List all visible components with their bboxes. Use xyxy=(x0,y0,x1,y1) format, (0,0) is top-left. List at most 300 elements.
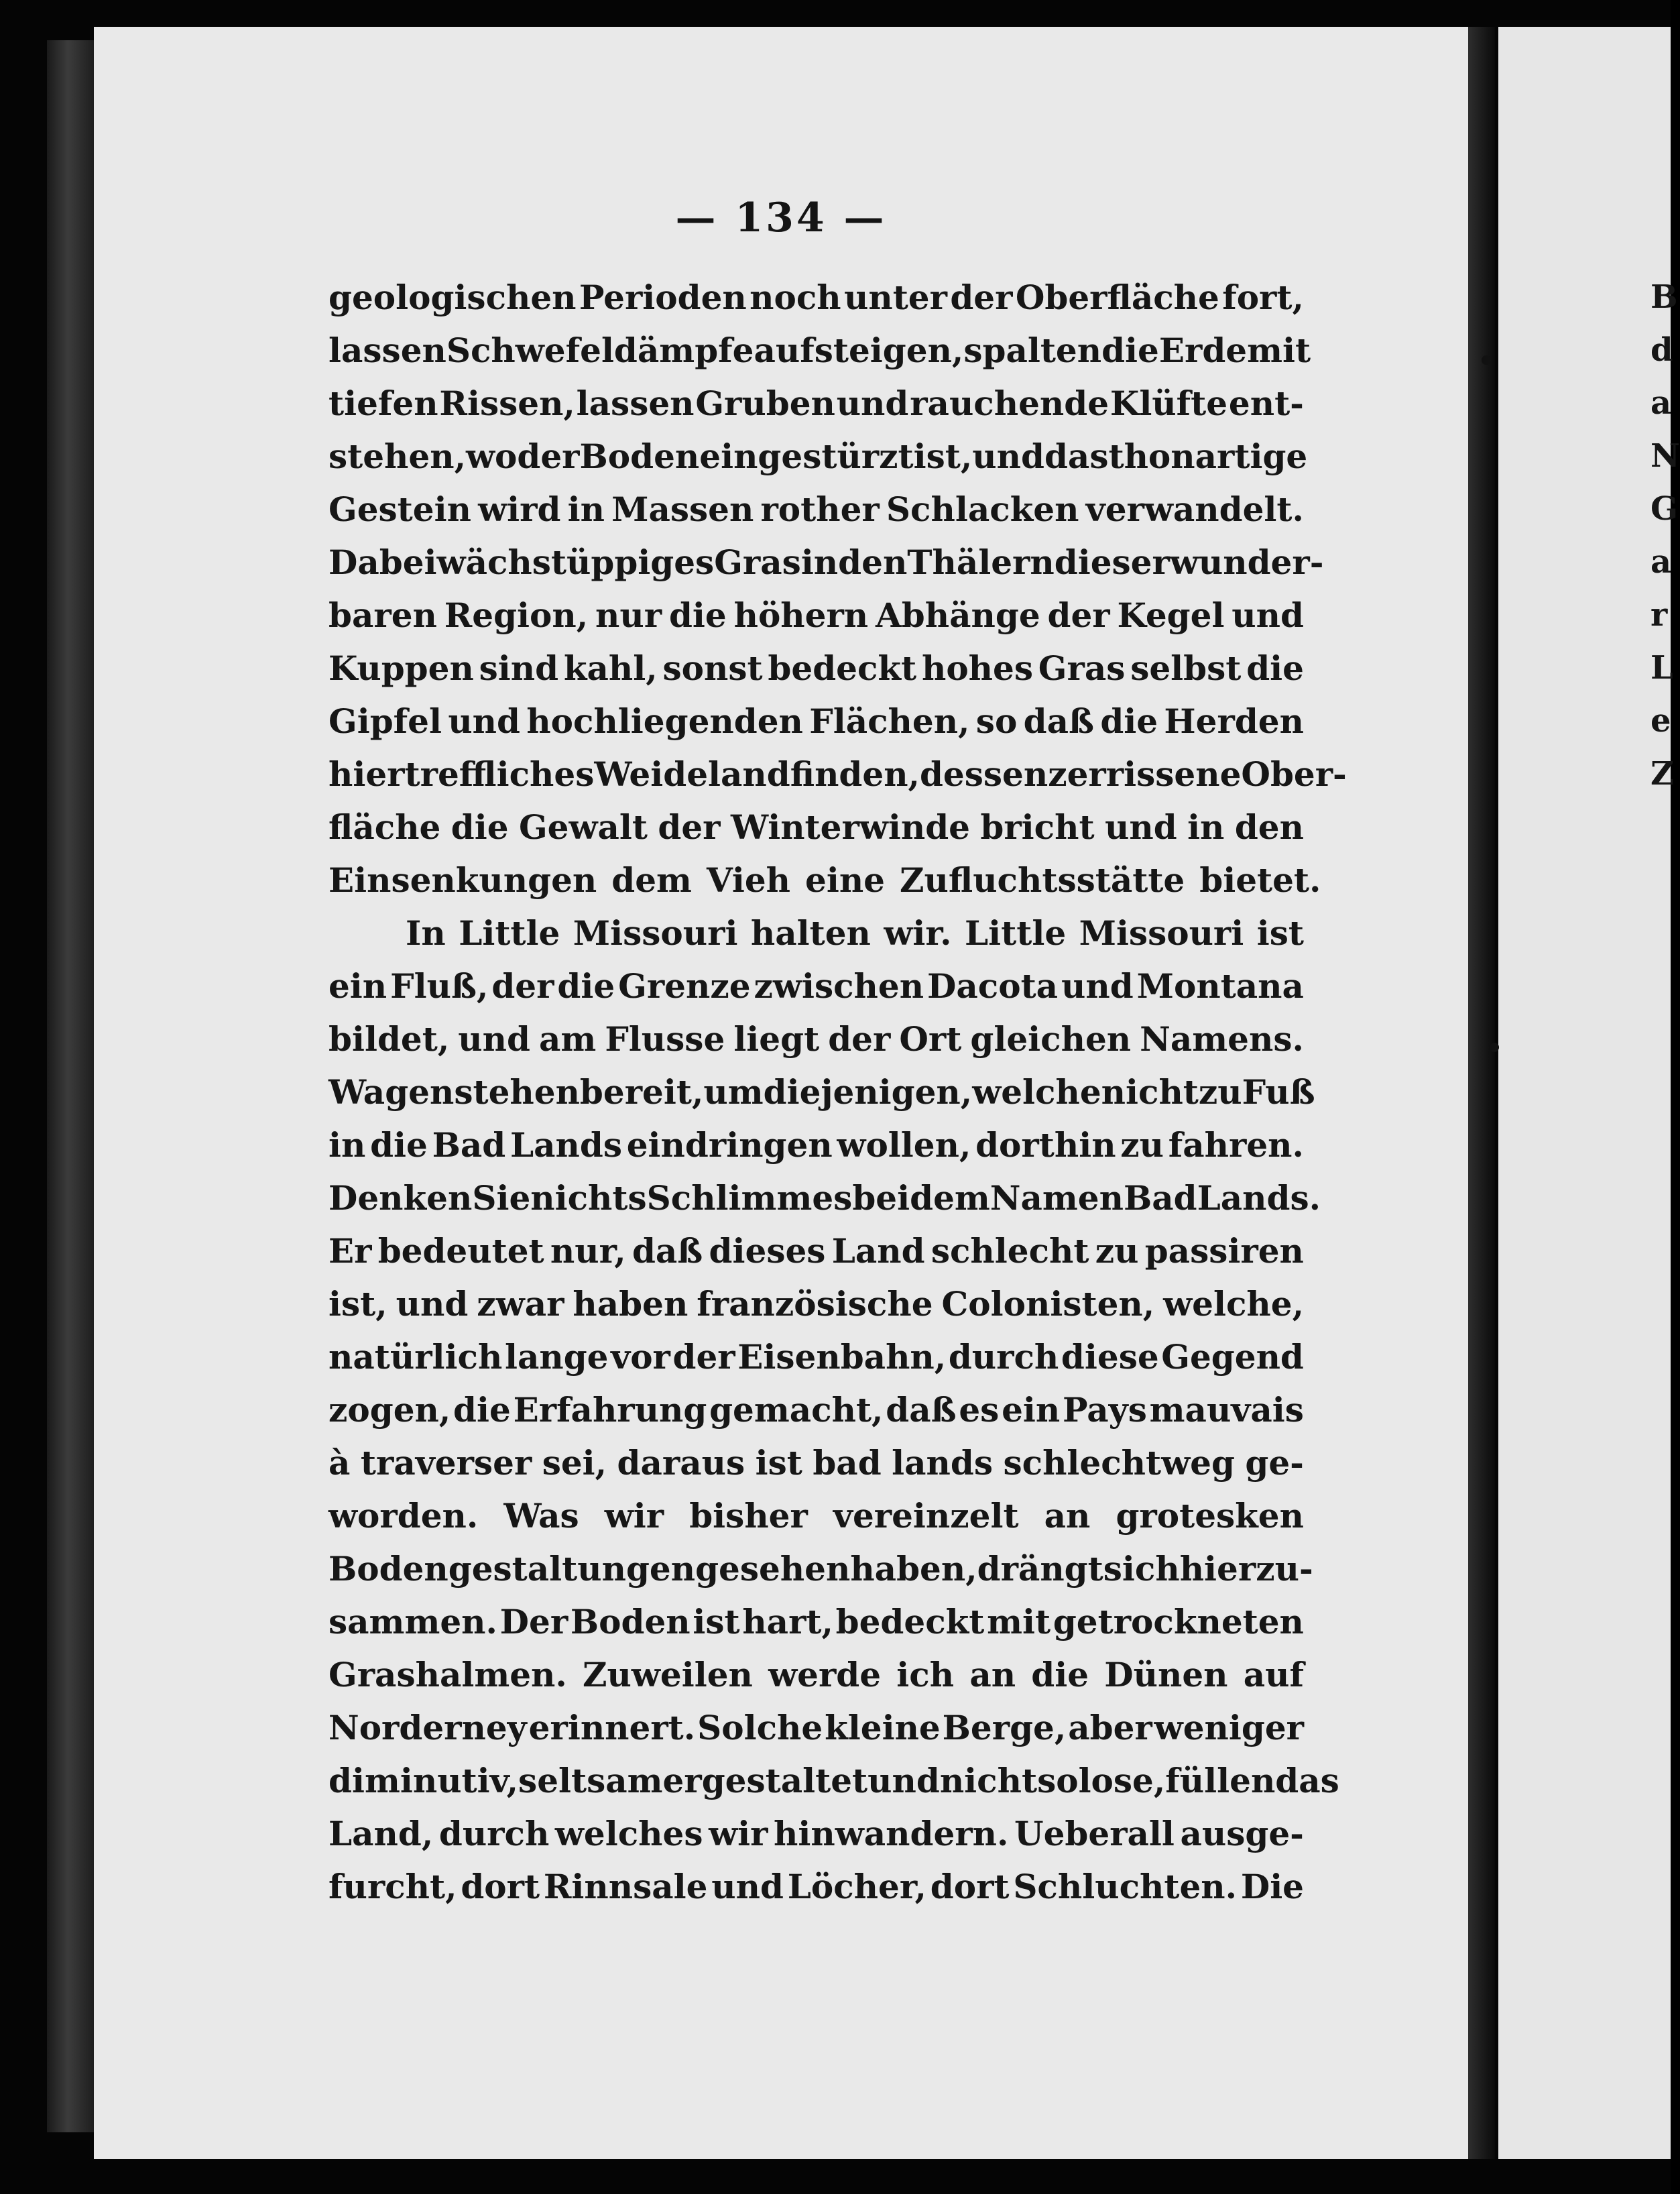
word: und xyxy=(836,384,909,423)
word: der xyxy=(1047,595,1110,635)
word: thonartige xyxy=(1108,437,1308,476)
text-line xyxy=(328,1065,1315,1118)
word: bildet, xyxy=(328,1019,450,1059)
word: an xyxy=(1044,1496,1091,1536)
text-line xyxy=(328,801,1304,854)
word: wunder- xyxy=(1169,542,1324,582)
text-line xyxy=(328,1754,1339,1807)
word: und xyxy=(867,1761,940,1800)
word: Löcher, xyxy=(787,1867,926,1906)
word: Zuweilen xyxy=(583,1655,753,1694)
word: dem xyxy=(910,1178,990,1218)
page-stack-edge xyxy=(47,40,94,2132)
facing-page-letter: L xyxy=(1651,649,1673,687)
text-line xyxy=(328,1648,1304,1701)
word: und xyxy=(972,437,1044,476)
word: baren xyxy=(328,595,437,635)
facing-page-letter: e xyxy=(1651,702,1671,740)
text-line xyxy=(328,430,1308,483)
word: füllen xyxy=(1165,1761,1276,1800)
word: zu xyxy=(1198,1072,1242,1112)
text-line xyxy=(328,1489,1304,1542)
word: spalten xyxy=(963,331,1102,370)
word: wir xyxy=(709,1814,768,1853)
word: ausge- xyxy=(1180,1814,1304,1853)
word: Dünen xyxy=(1104,1655,1228,1694)
word: Lands xyxy=(509,1125,622,1165)
word: Fluß, xyxy=(390,966,489,1006)
word: Zufluchtsstätte xyxy=(900,860,1185,900)
word: gemacht, xyxy=(709,1390,884,1430)
text-line xyxy=(328,854,1321,907)
word: Erfahrung xyxy=(513,1390,707,1430)
word: Rinnsale xyxy=(543,1867,708,1906)
word: in xyxy=(328,1125,366,1165)
word: zu- xyxy=(1256,1549,1313,1589)
gutter-mark xyxy=(1482,355,1491,365)
word: Gruben xyxy=(695,384,835,423)
word: geologischen xyxy=(328,278,577,317)
word: Bad xyxy=(432,1125,506,1165)
word: Schlimmes xyxy=(646,1178,853,1218)
word: lassen xyxy=(576,384,695,423)
word: der xyxy=(517,437,580,476)
word: haben, xyxy=(850,1549,977,1589)
word: daß xyxy=(886,1390,957,1430)
text-line xyxy=(328,1436,1304,1489)
word: Kuppen xyxy=(328,648,474,688)
word: halten xyxy=(750,913,871,953)
word: Colonisten, xyxy=(941,1284,1155,1324)
word: bricht xyxy=(980,807,1095,847)
word: dort xyxy=(461,1867,540,1906)
word: drängt xyxy=(977,1549,1103,1589)
word: Gras xyxy=(714,542,801,582)
word: welche xyxy=(972,1072,1101,1112)
word: erinnert. xyxy=(528,1708,696,1747)
facing-page-edge xyxy=(1498,27,1671,2159)
word: Little xyxy=(965,913,1067,953)
facing-page-letter: N xyxy=(1651,437,1680,475)
word: höhern xyxy=(733,595,869,635)
facing-page-letter: G xyxy=(1651,490,1678,528)
word: rother xyxy=(760,489,880,529)
word: verwandelt. xyxy=(1085,489,1304,529)
word: Flusse xyxy=(605,1019,725,1059)
word: die xyxy=(668,595,727,635)
word: Ueberall xyxy=(1014,1814,1175,1853)
word: die xyxy=(1031,1655,1089,1694)
word: und xyxy=(396,1284,469,1324)
facing-page-letter: r xyxy=(1651,596,1668,634)
word: welches xyxy=(554,1814,703,1853)
word: bisher xyxy=(689,1496,808,1536)
word: Lands. xyxy=(1197,1178,1321,1218)
word: Klüfte xyxy=(1109,384,1228,423)
word: nicht xyxy=(1101,1072,1199,1112)
word: Ort xyxy=(899,1019,962,1059)
word: Bad xyxy=(1123,1178,1197,1218)
word: Gewalt xyxy=(518,807,648,847)
word: Gegend xyxy=(1161,1337,1304,1377)
word: Grashalmen. xyxy=(328,1655,567,1694)
word: werde xyxy=(768,1655,882,1694)
word: und xyxy=(711,1867,784,1906)
word: Gras xyxy=(1038,648,1126,688)
word: Perioden xyxy=(579,278,747,317)
page-number: — 134 — xyxy=(675,194,887,241)
text-line xyxy=(328,1171,1321,1224)
text-line xyxy=(328,907,1304,960)
word: eingestürzt xyxy=(699,437,914,476)
facing-page-letter: B xyxy=(1651,278,1678,316)
word: Die xyxy=(1240,1867,1304,1906)
gutter-mark xyxy=(1490,1043,1499,1052)
word: aber xyxy=(1068,1708,1152,1747)
word: am xyxy=(538,1019,597,1059)
word: haben xyxy=(573,1284,688,1324)
word: Pays xyxy=(1063,1390,1147,1430)
word: ein xyxy=(1002,1390,1061,1430)
word: in xyxy=(567,489,605,529)
word: schlechtweg xyxy=(1003,1443,1235,1483)
word: Oberfläche xyxy=(1015,278,1219,317)
text-line xyxy=(328,1860,1304,1913)
text-line xyxy=(328,960,1304,1013)
word: eindringen xyxy=(626,1125,833,1165)
word: die xyxy=(1246,648,1304,688)
word: in xyxy=(1187,807,1225,847)
word: aufsteigen, xyxy=(754,331,964,370)
word: die xyxy=(557,966,615,1006)
word: ist, xyxy=(913,437,973,476)
word: zwischen xyxy=(754,966,924,1006)
word: Dacota xyxy=(927,966,1059,1006)
text-line xyxy=(328,1118,1304,1171)
word: bedeckt xyxy=(768,648,917,688)
word: furcht, xyxy=(328,1867,457,1906)
word: Einsenkungen xyxy=(328,860,597,900)
text-line xyxy=(328,271,1304,324)
word: Er xyxy=(328,1231,372,1271)
word: Missouri xyxy=(1079,913,1244,953)
text-line xyxy=(328,748,1347,801)
text-line xyxy=(328,1383,1304,1436)
word: zu xyxy=(1120,1125,1164,1165)
word: sammen. xyxy=(328,1602,497,1641)
word: mit xyxy=(987,1602,1051,1641)
word: wir xyxy=(604,1496,664,1536)
word: Kegel xyxy=(1117,595,1225,635)
word: Weideland xyxy=(594,754,790,794)
word: bereit, xyxy=(579,1072,704,1112)
word: Schluchten. xyxy=(1013,1867,1238,1906)
word: die xyxy=(1100,701,1158,741)
facing-page-letter: a xyxy=(1651,384,1672,422)
word: eine xyxy=(805,860,885,900)
word: Was xyxy=(503,1496,579,1536)
word: so xyxy=(1037,1761,1079,1800)
word: gestaltet xyxy=(701,1761,868,1800)
facing-page-letter: Z xyxy=(1651,755,1675,793)
word: an xyxy=(969,1655,1016,1694)
word: Massen xyxy=(611,489,754,529)
word: dorthin xyxy=(975,1125,1116,1165)
word: unter xyxy=(844,278,947,317)
word: ist xyxy=(755,1443,802,1483)
word: Thälern xyxy=(907,542,1055,582)
word: diminutiv, xyxy=(328,1761,519,1800)
facing-page-text-fragments xyxy=(1651,271,1680,801)
word: wächst xyxy=(436,542,567,582)
text-line xyxy=(328,1595,1304,1648)
word: nur, xyxy=(550,1231,626,1271)
word: Boden xyxy=(579,437,700,476)
word: getrockneten xyxy=(1053,1602,1304,1641)
text-line xyxy=(328,1224,1304,1277)
word: diejenigen, xyxy=(763,1072,973,1112)
word: den xyxy=(1234,807,1304,847)
word: nicht xyxy=(939,1761,1038,1800)
word: lands xyxy=(892,1443,993,1483)
word: Abhänge xyxy=(876,595,1040,635)
text-line xyxy=(328,377,1304,430)
word: in xyxy=(800,542,839,582)
word: Solche xyxy=(697,1708,823,1747)
word: welche, xyxy=(1163,1284,1304,1324)
word: bietet. xyxy=(1199,860,1321,900)
word: zwar xyxy=(477,1284,564,1324)
word: bad xyxy=(813,1443,882,1483)
word: wollen, xyxy=(837,1125,971,1165)
word: es xyxy=(959,1390,1000,1430)
word: dessen xyxy=(919,754,1048,794)
word: Wagen xyxy=(328,1072,455,1112)
word: rauchende xyxy=(910,384,1109,423)
word: Ober- xyxy=(1241,754,1347,794)
word: Boden xyxy=(570,1602,691,1641)
word: mit xyxy=(1247,331,1311,370)
word: zu xyxy=(1095,1231,1139,1271)
word: und xyxy=(1061,966,1134,1006)
word: der xyxy=(672,1337,735,1377)
word: so xyxy=(975,701,1018,741)
word: liegt xyxy=(733,1019,820,1059)
word: bedeutet xyxy=(377,1231,544,1271)
word: gesehen xyxy=(695,1549,851,1589)
word: zerrissene xyxy=(1048,754,1242,794)
word: daß xyxy=(632,1231,703,1271)
word: durch xyxy=(438,1814,550,1853)
word: und xyxy=(448,701,520,741)
text-line xyxy=(328,1542,1313,1595)
word: das xyxy=(1275,1761,1339,1800)
word: sonst xyxy=(662,648,763,688)
word: ist xyxy=(693,1602,740,1641)
word: daraus xyxy=(617,1443,745,1483)
word: wo xyxy=(465,437,518,476)
word: ich xyxy=(896,1655,955,1694)
word: wir. xyxy=(884,913,952,953)
word: ist xyxy=(1256,913,1304,953)
word: grotesken xyxy=(1116,1496,1304,1536)
word: Winterwinde xyxy=(730,807,970,847)
facing-page-letter: a xyxy=(1651,543,1672,581)
book-gutter xyxy=(1468,27,1495,2159)
word: hohes xyxy=(921,648,1033,688)
word: hart, xyxy=(742,1602,833,1641)
word: französische xyxy=(697,1284,933,1324)
text-line xyxy=(328,695,1304,748)
word: Rissen, xyxy=(439,384,575,423)
text-line xyxy=(328,1330,1304,1383)
word: Namens. xyxy=(1140,1019,1304,1059)
word: schlecht xyxy=(931,1231,1089,1271)
word: hochliegenden xyxy=(526,701,803,741)
word: Gestein xyxy=(328,489,471,529)
word: à xyxy=(328,1443,351,1483)
page-body-text xyxy=(328,271,1347,1913)
word: die xyxy=(451,807,509,847)
word: dort xyxy=(930,1867,1010,1906)
word: hier xyxy=(328,754,405,794)
word: mauvais xyxy=(1149,1390,1304,1430)
word: bei xyxy=(852,1178,910,1218)
word: Missouri xyxy=(573,913,738,953)
word: passiren xyxy=(1144,1231,1304,1271)
word: durch xyxy=(948,1337,1059,1377)
word: gleichen xyxy=(970,1019,1132,1059)
word: nur xyxy=(595,595,662,635)
word: Region, xyxy=(444,595,589,635)
text-line xyxy=(328,589,1304,642)
word: Herden xyxy=(1164,701,1304,741)
word: ist, xyxy=(328,1284,387,1324)
word: wird xyxy=(478,489,561,529)
word: Bodengestaltungen xyxy=(328,1549,696,1589)
word: üppiges xyxy=(566,542,715,582)
word: das xyxy=(1044,437,1109,476)
word: weniger xyxy=(1154,1708,1304,1747)
word: Flächen, xyxy=(809,701,970,741)
word: natürlich xyxy=(328,1337,503,1377)
word: diese xyxy=(1061,1337,1159,1377)
word: Schlacken xyxy=(886,489,1079,529)
word: sind xyxy=(479,648,559,688)
word: Eisenbahn, xyxy=(737,1337,947,1377)
word: dieser xyxy=(1054,542,1170,582)
word: Fuß xyxy=(1242,1072,1315,1112)
word: dem xyxy=(611,860,692,900)
word: ein xyxy=(328,966,387,1006)
text-line xyxy=(328,324,1311,377)
word: noch xyxy=(749,278,841,317)
word: nichts xyxy=(530,1178,647,1218)
word: dieses xyxy=(709,1231,826,1271)
word: stehen, xyxy=(328,437,466,476)
word: fort, xyxy=(1222,278,1304,317)
word: Vieh xyxy=(706,860,791,900)
word: auf xyxy=(1243,1655,1304,1694)
word: Sie xyxy=(472,1178,531,1218)
facing-page-letter: d xyxy=(1651,331,1673,369)
word: Namen xyxy=(989,1178,1124,1218)
word: worden. xyxy=(328,1496,479,1536)
word: finden, xyxy=(790,754,920,794)
word: kleine xyxy=(825,1708,941,1747)
word: der xyxy=(491,966,554,1006)
word: Erde xyxy=(1158,331,1248,370)
word: sich xyxy=(1103,1549,1180,1589)
word: die xyxy=(370,1125,428,1165)
word: hier xyxy=(1179,1549,1256,1589)
word: ge- xyxy=(1245,1443,1304,1483)
text-line xyxy=(328,1701,1304,1754)
word: traverser xyxy=(360,1443,532,1483)
word: lassen xyxy=(328,331,446,370)
word: In xyxy=(406,913,446,953)
word: vor xyxy=(611,1337,670,1377)
word: und xyxy=(1232,595,1304,635)
word: die xyxy=(1101,331,1159,370)
word: lose, xyxy=(1078,1761,1166,1800)
word: selbst xyxy=(1130,648,1242,688)
word: den xyxy=(838,542,908,582)
word: Little xyxy=(459,913,560,953)
text-line xyxy=(328,483,1304,536)
word: Der xyxy=(499,1602,568,1641)
word: Montana xyxy=(1136,966,1304,1006)
word: der xyxy=(950,278,1013,317)
word: daß xyxy=(1023,701,1094,741)
word: tiefen xyxy=(328,384,438,423)
word: seltsamer xyxy=(518,1761,702,1800)
word: und xyxy=(458,1019,530,1059)
word: stehen xyxy=(454,1072,580,1112)
text-line xyxy=(328,536,1324,589)
text-line xyxy=(328,1807,1304,1860)
word: bedeckt xyxy=(835,1602,985,1641)
word: lange xyxy=(504,1337,609,1377)
text-line xyxy=(328,642,1304,695)
word: zogen, xyxy=(328,1390,451,1430)
word: Land, xyxy=(328,1814,434,1853)
word: Berge, xyxy=(942,1708,1067,1747)
word: Land xyxy=(831,1231,925,1271)
word: der xyxy=(658,807,721,847)
word: fahren. xyxy=(1168,1125,1304,1165)
word: die xyxy=(453,1390,511,1430)
text-line xyxy=(328,1013,1304,1065)
word: Grenze xyxy=(618,966,751,1006)
word: Denken xyxy=(328,1178,473,1218)
word: fläche xyxy=(328,807,441,847)
word: kahl, xyxy=(563,648,658,688)
word: Norderney xyxy=(328,1708,527,1747)
word: und xyxy=(1104,807,1177,847)
word: der xyxy=(828,1019,891,1059)
word: treffliches xyxy=(404,754,595,794)
text-line xyxy=(328,1277,1304,1330)
word: ent- xyxy=(1228,384,1304,423)
word: vereinzelt xyxy=(833,1496,1019,1536)
word: Dabei xyxy=(328,542,437,582)
word: sei, xyxy=(542,1443,607,1483)
word: hinwandern. xyxy=(774,1814,1009,1853)
word: um xyxy=(703,1072,764,1112)
word: Schwefeldämpfe xyxy=(446,331,754,370)
word: Gipfel xyxy=(328,701,442,741)
